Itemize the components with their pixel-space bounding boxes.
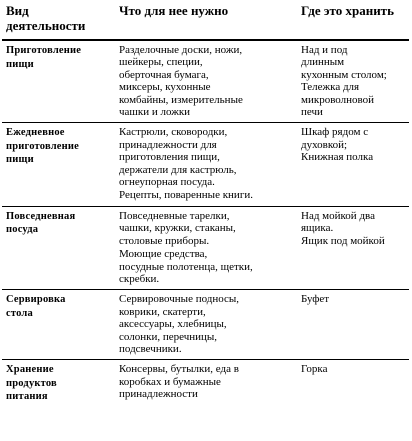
storage-line: Шкаф рядом с: [301, 126, 369, 139]
needs-line: Разделочные доски, ножи,: [119, 44, 243, 56]
needs-line: коробках и бумажные: [119, 375, 221, 388]
activity-line: Хранение: [6, 364, 54, 376]
needs-line: чашки и ложки: [119, 106, 191, 119]
activity-cell: [2, 290, 115, 360]
needs-line: оберточная бумага,: [119, 68, 209, 81]
needs-line: держатели для кастрюль,: [119, 163, 237, 176]
needs-cell: [115, 40, 297, 123]
storage-line: ящика.: [301, 222, 334, 235]
needs-line: принадлежности для: [119, 138, 217, 151]
storage-cell: [297, 206, 409, 289]
storage-line: микроволновой: [301, 93, 375, 106]
activity-line: пищи: [6, 154, 34, 166]
activity-line: стола: [6, 307, 33, 319]
needs-line: солонки, перечницы,: [119, 330, 218, 343]
needs-line: Повседневные тарелки,: [119, 209, 230, 222]
needs-line: миксеры, кухонные: [119, 81, 211, 94]
storage-line: духовкой;: [301, 138, 348, 151]
needs-line: Консервы, бутылки, еда в: [119, 363, 239, 376]
kitchen-storage-table: [2, 0, 409, 408]
needs-cell: [115, 123, 297, 206]
needs-line: принадлежности: [119, 388, 198, 401]
needs-line: комбайны, измерительные: [119, 93, 243, 106]
activity-cell: [2, 123, 115, 206]
activity-line: Приготовление: [6, 45, 82, 56]
storage-line: Тележка для: [301, 81, 360, 94]
needs-line: Моющие средства,: [119, 248, 208, 261]
activity-line: пищи: [6, 58, 34, 70]
needs-line: подсвечники.: [119, 342, 182, 355]
activity-line: питания: [6, 391, 48, 403]
table-row: [2, 40, 409, 123]
needs-line: огнеупорная посуда.: [119, 176, 215, 189]
needs-line: Рецепты, поваренные книги.: [119, 189, 253, 202]
storage-cell: [297, 360, 409, 408]
needs-cell: [115, 360, 297, 408]
needs-line: скребки.: [119, 272, 160, 285]
activity-line: Ежедневное: [6, 127, 65, 139]
needs-line: шейкеры, специи,: [119, 56, 203, 69]
storage-line: Буфет: [301, 293, 330, 306]
header-row: [2, 0, 409, 40]
storage-line: Книжная полка: [301, 151, 374, 164]
storage-line: длинным: [301, 56, 345, 69]
activity-line: посуда: [6, 224, 39, 236]
needs-line: Кастрюли, сковородки,: [119, 126, 228, 139]
activity-cell: [2, 360, 115, 408]
storage-cell: [297, 40, 409, 123]
needs-line: посудные полотенца, щетки,: [119, 260, 253, 273]
activity-line: Сервировка: [6, 294, 66, 306]
needs-line: чашки, кружки, стаканы,: [119, 222, 236, 235]
needs-line: аксессуары, хлебницы,: [119, 318, 227, 331]
needs-cell: [115, 206, 297, 289]
table-row: [2, 290, 409, 360]
storage-cell: [297, 123, 409, 206]
storage-cell: [297, 290, 409, 360]
needs-line: столовые приборы.: [119, 234, 210, 247]
storage-line: Ящик под мойкой: [301, 234, 385, 247]
storage-line: Над и под: [301, 44, 348, 56]
storage-line: печи: [301, 106, 323, 119]
header-storage: Где это хранить: [297, 0, 409, 40]
activity-line: продуктов: [6, 377, 57, 389]
needs-cell: [115, 290, 297, 360]
table-row: [2, 123, 409, 206]
storage-line: Горка: [301, 363, 328, 376]
table-row: [2, 206, 409, 289]
needs-line: коврики, скатерти,: [119, 305, 206, 318]
storage-line: кухонным столом;: [301, 68, 387, 81]
activity-line: Повседневная: [6, 210, 76, 222]
activity-line: приготовление: [6, 140, 80, 152]
activity-cell: [2, 206, 115, 289]
needs-line: приготовления пищи,: [119, 151, 220, 164]
header-activity: Вид деятельности: [2, 0, 115, 40]
activity-cell: [2, 40, 115, 123]
header-needs: Что для нее нужно: [115, 0, 297, 40]
needs-line: Сервировочные подносы,: [119, 293, 240, 306]
table-row: [2, 360, 409, 408]
storage-line: Над мойкой два: [301, 209, 375, 222]
